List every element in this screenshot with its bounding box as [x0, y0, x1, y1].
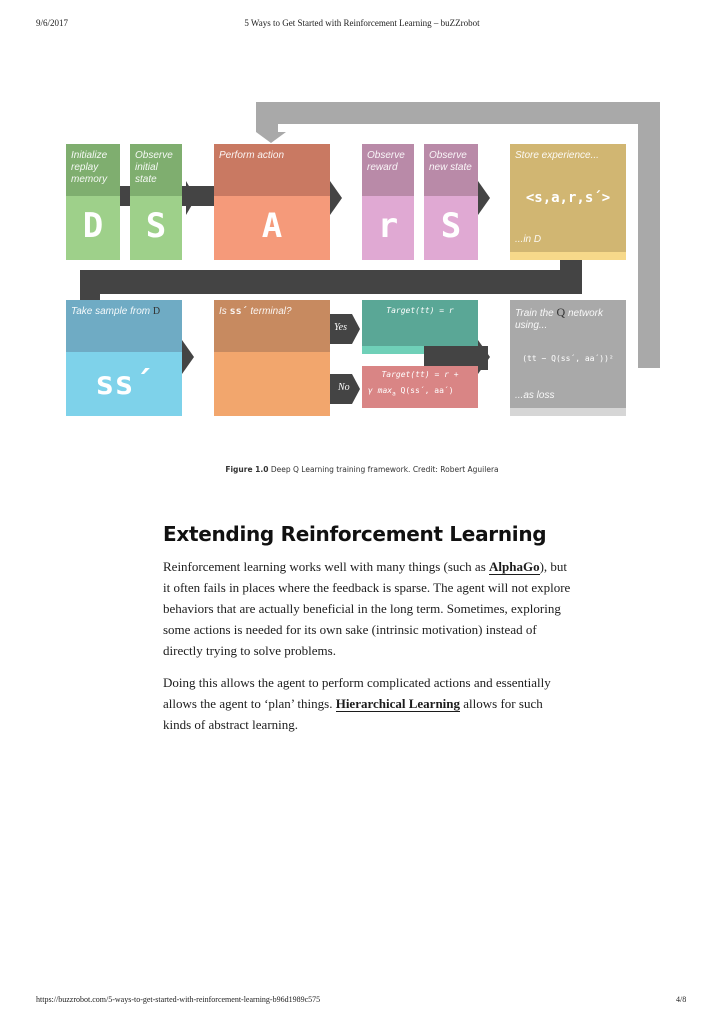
take-sample-label: Take sample from D [71, 306, 161, 317]
letter-s-new: S [440, 206, 462, 246]
print-url: https://buzzrobot.com/5-ways-to-get-started-with-reinforcement-learning-b96d1989c575 [36, 995, 321, 1004]
arrow-right-icon [182, 340, 198, 374]
paragraph-2: Doing this allows the agent to perform complicated actions and essentially allows the agent to ‘plan’ things. Hierarchical Learning allows for such kinds of abstract learning. [163, 675, 551, 732]
section-heading: Extending Reinforcement Learning [163, 522, 547, 546]
arrow-right-icon [478, 181, 494, 215]
return-band [80, 270, 582, 294]
arrow-right-icon [182, 181, 198, 215]
arrow-right-icon [330, 181, 346, 215]
observe-initial-label: Observe initial state [135, 150, 173, 185]
target-yes-formula: Target(tt) = r [386, 306, 454, 315]
hierarchical-learning-link[interactable]: Hierarchical Learning [335, 696, 461, 711]
figure-caption: Figure 1.0 Deep Q Learning training framework. Credit: Robert Aguilera [225, 465, 499, 474]
observe-reward-label: Observe reward [367, 150, 405, 173]
letter-a: A [261, 206, 283, 246]
letter-d: D [82, 206, 104, 246]
print-date: 9/6/2017 [36, 18, 69, 28]
experience-tuple: <s,a,r,s´> [525, 190, 611, 206]
loop-band-top [256, 102, 660, 124]
as-loss-label: ...as loss [515, 390, 555, 401]
yes-label: Yes [334, 322, 347, 333]
page-number: 4/8 [676, 995, 687, 1004]
return-band-left [80, 270, 100, 300]
letter-r: r [377, 206, 399, 246]
dqn-flow-diagram [0, 0, 724, 440]
train-network-strip [510, 408, 626, 416]
perform-action-label: Perform action [219, 150, 285, 161]
arrow-right-icon [478, 340, 494, 374]
loop-band-left [256, 102, 278, 132]
in-d-label: ...in D [515, 234, 542, 245]
store-experience-strip [510, 252, 626, 260]
no-label: No [338, 382, 350, 393]
target-no-formula-1: Target(tt) = r + [381, 370, 459, 379]
alphago-link[interactable]: AlphaGo [489, 559, 540, 574]
terminal-check-label: Is ss´ terminal? [219, 306, 292, 317]
target-no-formula-2: γ $\max_a$ Q(ss´, aa´) [368, 386, 454, 398]
observe-new-label: Observe new state [429, 150, 472, 173]
letter-s: S [145, 206, 167, 246]
train-network-label: Train the Q network using... [515, 305, 603, 331]
loop-band-right [638, 102, 660, 368]
loss-formula: (tt − Q(ss´, aa´))² [522, 354, 614, 363]
init-replay-label: Initialize replay memory [71, 150, 108, 185]
sample-ss: ss´ [95, 364, 153, 402]
print-title: 5 Ways to Get Started with Reinforcement Learning – buZZrobot [244, 18, 480, 28]
terminal-check-block [214, 352, 330, 416]
paragraph-1: Reinforcement learning works well with many things (such as AlphaGo), but it often fails in places where the feedback is sparse. The agent will not explore behaviors that are actually beneficial in the long term. Sometimes, exploring some actions is needed for its own sake (intrinsic motivation) instead of directly trying to solve problems. [163, 559, 571, 658]
store-experience-label: Store experience... [515, 150, 599, 161]
